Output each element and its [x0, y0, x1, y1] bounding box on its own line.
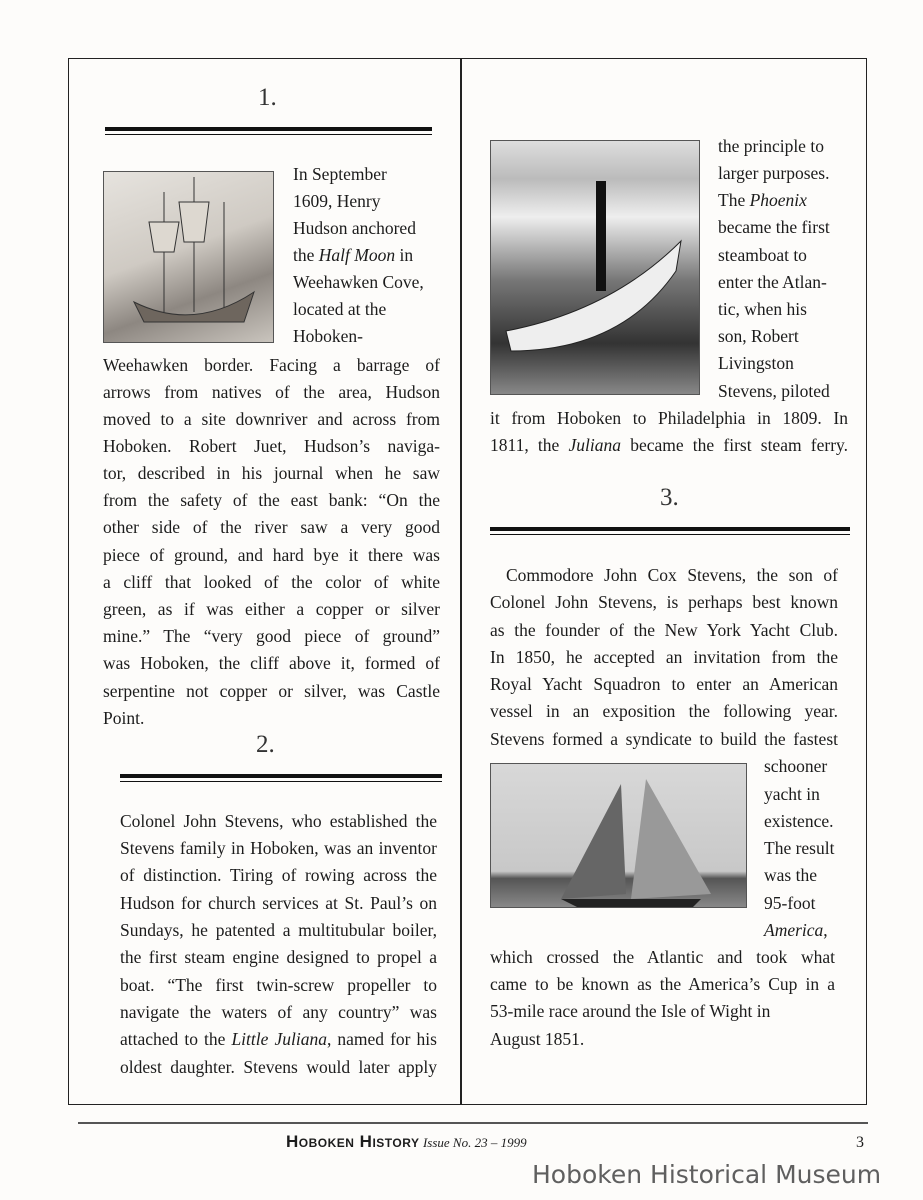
footer — [286, 1132, 527, 1152]
text-run: attached to the — [120, 1029, 232, 1049]
text-run: Commodore John Cox Stevens, the son of — [506, 565, 838, 585]
text-run: vessel in an exposition the following year. — [490, 701, 838, 721]
text-line — [120, 1002, 437, 1022]
text-line — [764, 865, 849, 885]
italic-title: Juliana — [568, 435, 621, 455]
steamboat-icon — [491, 141, 699, 394]
text-run: In September — [293, 164, 387, 184]
page-number: 3 — [856, 1134, 864, 1151]
text-run: the principle to — [718, 136, 824, 156]
italic-title: America — [764, 920, 824, 940]
italic-title: Phoenix — [749, 190, 807, 210]
text-run: tic, when his — [718, 299, 807, 319]
text-run: became the first steam ferry. — [621, 435, 849, 455]
text-line — [490, 1029, 835, 1049]
text-line — [103, 708, 440, 728]
text-run: became the first — [718, 217, 830, 237]
section-rule-3 — [490, 527, 850, 535]
text-line — [718, 299, 848, 319]
text-line — [103, 490, 440, 510]
text-line — [293, 218, 433, 238]
text-line — [120, 1057, 437, 1077]
text-run: from the safety of the east bank: “On the — [103, 490, 440, 510]
text-line — [293, 245, 433, 265]
text-line — [490, 408, 848, 428]
text-run: In 1850, he accepted an invitation from the — [490, 647, 838, 667]
text-line — [490, 729, 838, 749]
schooner-icon — [491, 764, 746, 907]
text-line — [490, 1001, 835, 1021]
text-line — [718, 353, 848, 373]
text-run: tor, described in his journal when he saw — [103, 463, 440, 483]
text-line — [293, 299, 433, 319]
text-run: Livingston — [718, 353, 794, 373]
text-line — [103, 517, 440, 537]
text-line — [490, 435, 848, 455]
america-schooner-photo — [490, 763, 747, 908]
text-run: 1811, the — [490, 435, 569, 455]
section-rule-2 — [120, 774, 442, 782]
text-run: Sundays, he patented a multitubular boiler, — [120, 920, 437, 940]
text-run: Point. — [103, 708, 145, 728]
text-run: 1609, Henry — [293, 191, 381, 211]
text-run: mine.” The “very good piece of ground” — [103, 626, 440, 646]
phoenix-steamboat-photo — [490, 140, 700, 395]
text-run: existence. — [764, 811, 834, 831]
text-run: the first steam engine designed to propel a — [120, 947, 437, 967]
text-line — [764, 784, 849, 804]
text-run: Hoboken. Robert Juet, Hudson’s naviga- — [103, 436, 440, 456]
section-rule-1 — [105, 127, 432, 135]
text-run: came to be known as the America’s Cup in a — [490, 974, 835, 994]
text-line — [490, 592, 838, 612]
text-run: steamboat to — [718, 245, 807, 265]
text-line — [120, 947, 437, 967]
text-run: Weehawken Cove, — [293, 272, 424, 292]
text-line — [490, 620, 838, 640]
text-run: which crossed the Atlantic and took what — [490, 947, 835, 967]
text-run: Royal Yacht Squadron to enter an American — [490, 674, 838, 694]
text-line — [718, 245, 848, 265]
text-line — [120, 838, 437, 858]
text-line — [490, 947, 835, 967]
text-line — [490, 674, 838, 694]
column-divider — [460, 58, 462, 1105]
text-run: it from Hoboken to Philadelphia in 1809. In — [490, 408, 848, 428]
section-number-1: 1. — [258, 84, 277, 111]
text-line — [764, 811, 849, 831]
text-line — [103, 436, 440, 456]
text-run: moved to a site downriver and across from — [103, 409, 440, 429]
text-run: , named for his — [326, 1029, 437, 1049]
text-line — [718, 190, 848, 210]
text-line — [718, 136, 848, 156]
text-run: the — [293, 245, 319, 265]
text-line — [103, 382, 440, 402]
text-run: , — [823, 920, 828, 940]
italic-title: Half Moon — [318, 245, 396, 265]
text-line — [764, 893, 849, 913]
half-moon-ship-illustration — [103, 171, 274, 343]
text-run: Stevens family in Hoboken, was an inventor — [120, 838, 437, 858]
text-line — [120, 865, 437, 885]
text-line — [103, 681, 440, 701]
text-run: other side of the river saw a very good — [103, 517, 440, 537]
footer-issue: Issue No. 23 – 1999 — [422, 1135, 527, 1150]
text-line — [764, 920, 849, 940]
text-line — [293, 191, 433, 211]
text-run: Weehawken border. Facing a barrage of — [103, 355, 440, 375]
text-line — [120, 811, 437, 831]
text-line — [103, 599, 440, 619]
section-number-2: 2. — [256, 731, 275, 758]
text-run: yacht in — [764, 784, 820, 804]
section-number-3: 3. — [660, 484, 679, 511]
text-run: was the — [764, 865, 817, 885]
text-run: The — [718, 190, 750, 210]
text-line — [293, 272, 433, 292]
text-run: was Hoboken, the cliff above it, formed of — [103, 653, 440, 673]
text-run: Hoboken- — [293, 326, 363, 346]
text-run: Stevens formed a syndicate to build the fastest — [490, 729, 838, 749]
text-line — [103, 572, 440, 592]
text-run: Colonel John Stevens, who established the — [120, 811, 437, 831]
text-run: boat. “The first twin-screw propeller to — [120, 975, 437, 995]
text-line — [718, 163, 848, 183]
text-run: schooner — [764, 756, 828, 776]
text-run: of distinction. Tiring of rowing across the — [120, 865, 437, 885]
text-line — [103, 355, 440, 375]
text-line — [718, 326, 848, 346]
text-run: enter the Atlan- — [718, 272, 827, 292]
text-line — [103, 626, 440, 646]
text-run: serpentine not copper or silver, was Castle — [103, 681, 440, 701]
text-line — [718, 272, 848, 292]
text-run: Colonel John Stevens, is perhaps best known — [490, 592, 838, 612]
text-line — [120, 975, 437, 995]
text-run: The result — [764, 838, 835, 858]
text-line — [120, 920, 437, 940]
text-run: Hudson for church services at St. Paul’s on — [120, 893, 437, 913]
text-run: navigate the waters of any country” was — [120, 1002, 437, 1022]
text-run: August 1851. — [490, 1029, 585, 1049]
text-line — [764, 756, 849, 776]
text-run: larger purposes. — [718, 163, 830, 183]
footer-rule — [78, 1122, 868, 1124]
watermark: Hoboken Historical Museum — [532, 1160, 882, 1189]
text-run: arrows from natives of the area, Hudson — [103, 382, 440, 402]
text-run: as the founder of the New York Yacht Club. — [490, 620, 838, 640]
footer-title: Hoboken History — [286, 1132, 420, 1151]
text-run: 95-foot — [764, 893, 816, 913]
text-line — [490, 647, 838, 667]
text-run: 53-mile race around the Isle of Wight in — [490, 1001, 771, 1021]
text-run: piece of ground, and hard bye it there was — [103, 545, 440, 565]
text-line — [120, 893, 437, 913]
text-line — [764, 838, 849, 858]
text-line — [293, 326, 433, 346]
text-run: green, as if was either a copper or silver — [103, 599, 440, 619]
text-line — [103, 463, 440, 483]
text-run: located at the — [293, 299, 387, 319]
text-line — [506, 565, 838, 585]
italic-title: Little Juliana — [231, 1029, 327, 1049]
text-line — [490, 974, 835, 994]
text-line — [293, 164, 433, 184]
ship-icon — [104, 172, 273, 342]
text-line — [103, 409, 440, 429]
text-run: oldest daughter. Stevens would later apply — [120, 1057, 437, 1077]
text-line — [103, 653, 440, 673]
text-run: in — [395, 245, 414, 265]
text-line — [718, 381, 848, 401]
text-line — [718, 217, 848, 237]
text-line — [120, 1029, 437, 1049]
text-run: son, Robert — [718, 326, 799, 346]
text-run: Hudson anchored — [293, 218, 416, 238]
text-line — [490, 701, 838, 721]
text-line — [103, 545, 440, 565]
text-run: a cliff that looked of the color of white — [103, 572, 440, 592]
text-run: Stevens, piloted — [718, 381, 830, 401]
